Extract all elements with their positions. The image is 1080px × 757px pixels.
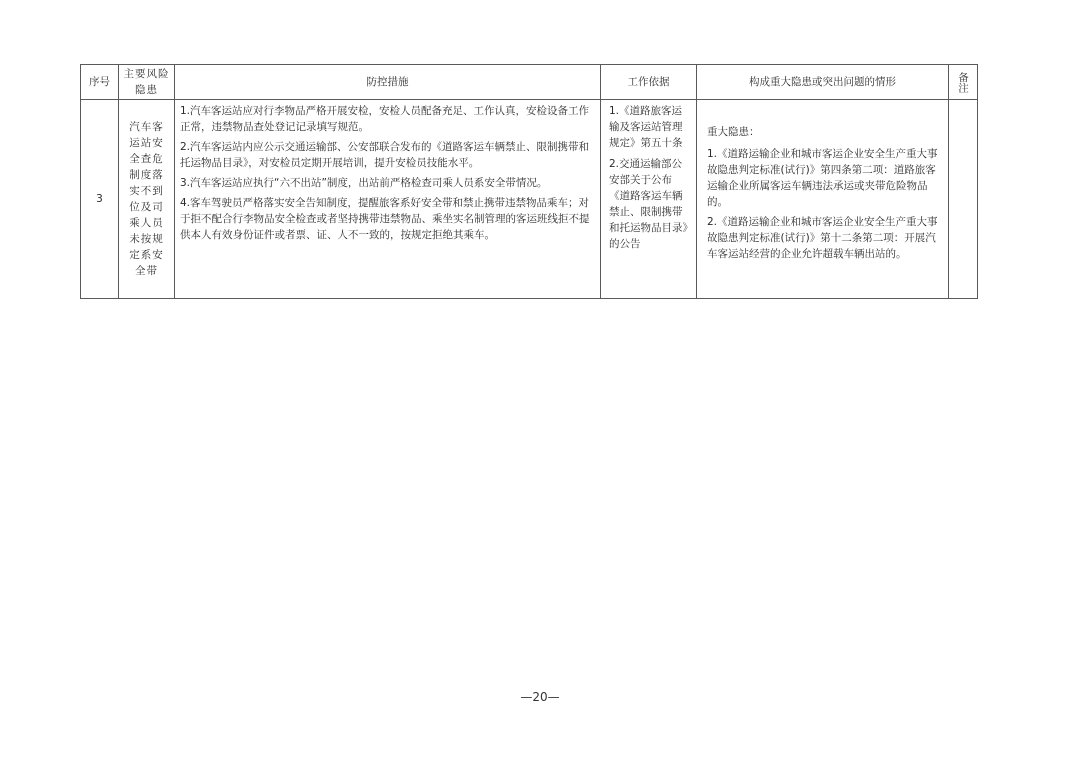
measure-item: 1.汽车客运站应对行李物品严格开展安检，安检人员配备充足、工作认真，安检设备工作正常，违禁物品查处登记记录填写规范。 — [180, 105, 590, 133]
basis-item: 2.交通运输部公安部关于公布《道路客运车辆禁止、限制携带和托运物品目录》的公告 — [609, 158, 688, 250]
basis-item: 1.《道路旅客运输及客运站管理规定》第五十条 — [609, 105, 683, 149]
row-risk — [119, 100, 175, 299]
row-risk-text: 汽车客运站安全查危制度落实不到位及司乘人员未按规定系安全带 — [129, 121, 164, 277]
hazard-heading: 重大隐患： — [707, 126, 760, 138]
row-note — [949, 100, 978, 299]
risk-control-table — [80, 64, 978, 299]
row-basis — [601, 100, 697, 299]
table-header-row — [81, 65, 978, 100]
header-hazard: 构成重大隐患或突出问题的情形 — [697, 65, 949, 100]
measure-item: 4.客车驾驶员严格落实安全告知制度，提醒旅客系好安全带和禁止携带违禁物品乘车；对于拒不配合行李物品安全检查或者坚持携带违禁物品、乘坐实名制管理的客运班线拒不提供本人有效身份证件或者票、证、人不一致的，按规定拒绝其乘车。 — [180, 197, 590, 241]
header-note — [949, 65, 978, 100]
hazard-item: 1.《道路运输企业和城市客运企业安全生产重大事故隐患判定标准(试行)》第四条第二项：道路旅客运输企业所属客运车辆违法承运或夹带危险物品的。 — [707, 148, 938, 208]
hazard-item: 2.《道路运输企业和城市客运企业安全生产重大事故隐患判定标准(试行)》第十二条第二项：开展汽车客运站经营的企业允许超载车辆出站的。 — [707, 216, 938, 260]
measure-item: 3.汽车客运站应执行“六不出站”制度，出站前严格检查司乘人员系安全带情况。 — [180, 177, 548, 189]
table-row — [81, 100, 978, 299]
page-number: —20— — [520, 690, 560, 704]
header-basis: 工作依据 — [601, 65, 697, 100]
row-hazard — [697, 100, 949, 299]
measure-item: 2.汽车客运站内应公示交通运输部、公安部联合发布的《道路客运车辆禁止、限制携带和托运物品目录》，对安检员定期开展培训，提升安检员技能水平。 — [180, 141, 590, 169]
header-risk: 主要风险隐患 — [119, 65, 175, 100]
header-note-text: 备注 — [957, 71, 969, 93]
header-no: 序号 — [81, 65, 119, 100]
header-measures: 防控措施 — [175, 65, 601, 100]
row-no: 3 — [81, 100, 119, 299]
row-measures — [175, 100, 601, 299]
